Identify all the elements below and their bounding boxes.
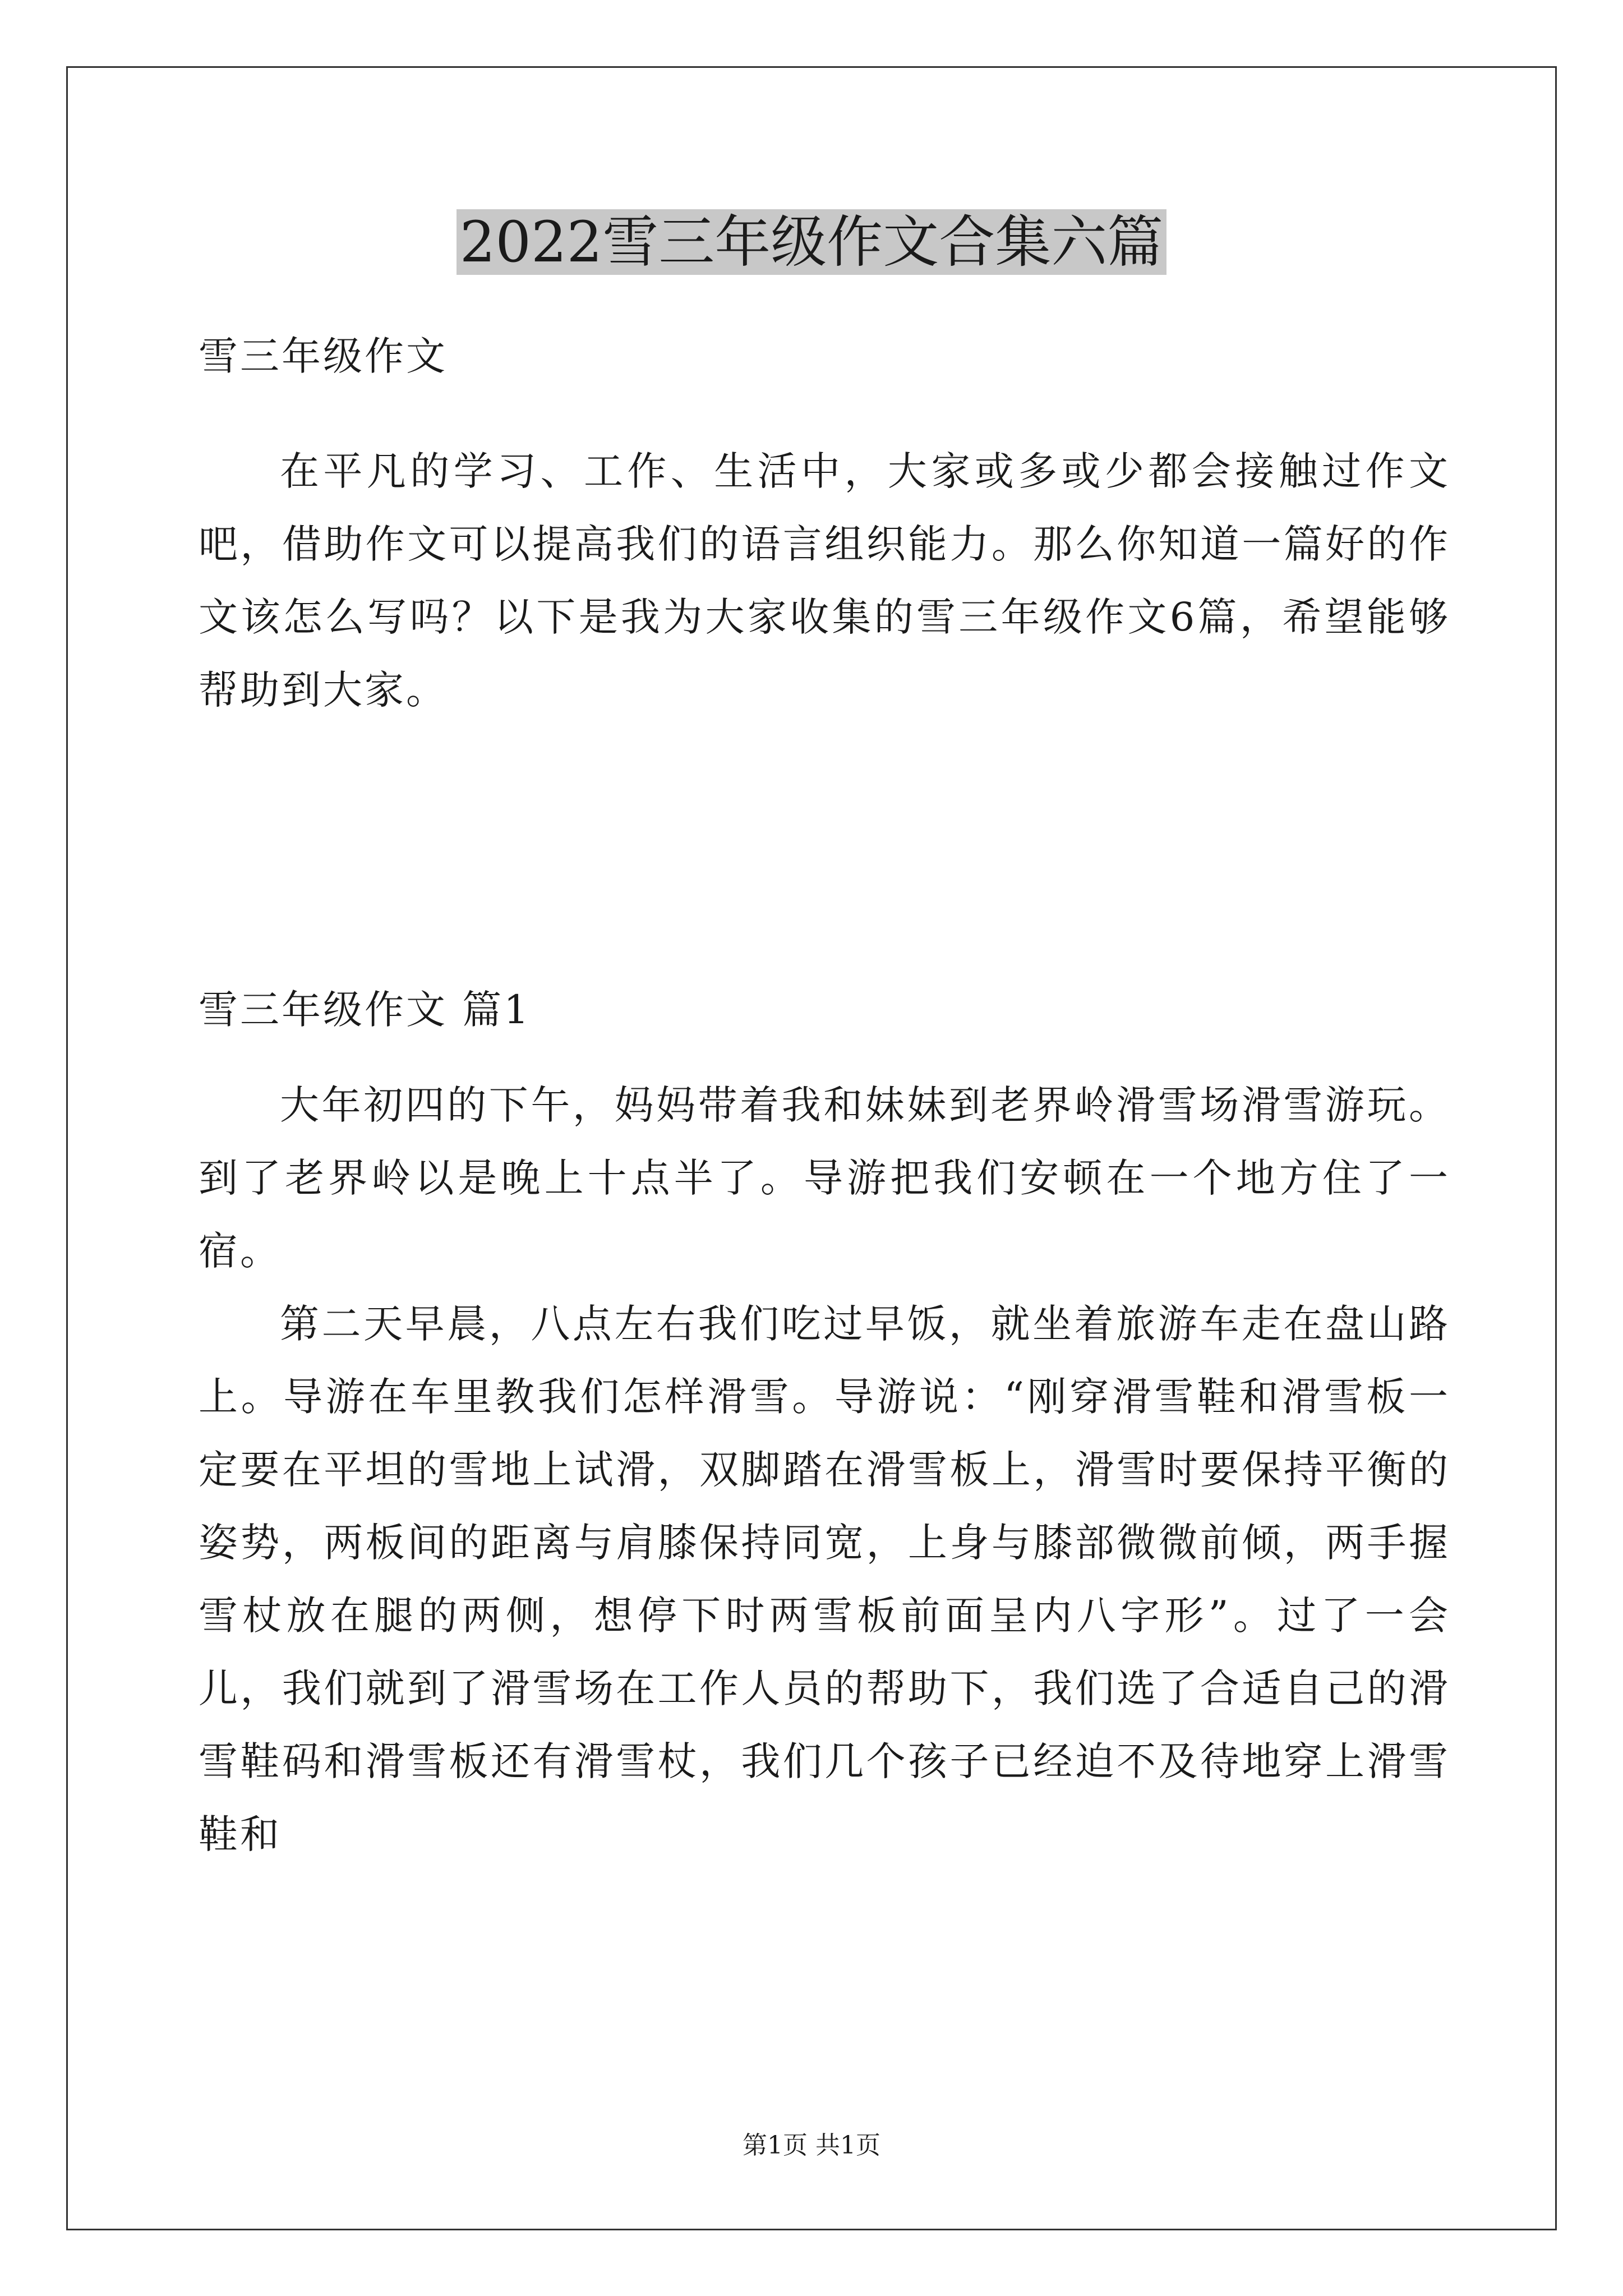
document-title-text: 2022雪三年级作文合集六篇	[457, 209, 1167, 275]
article-paragraph-1: 大年初四的下午，妈妈带着我和妹妹到老界岭滑雪场滑雪游玩。到了老界岭以是晚上十点半了。导游把我们安顿在一个地方住了一宿。	[199, 1082, 1450, 1274]
article-body	[199, 1069, 1450, 1871]
document-title	[0, 203, 1623, 282]
article-section	[199, 984, 1450, 1035]
page-footer: 第1页 共1页	[743, 2131, 880, 2160]
intro-body	[199, 435, 1450, 726]
intro-section	[199, 331, 1450, 381]
article-paragraph-2: 第二天早晨，八点左右我们吃过早饭，就坐着旅游车走在盘山路上。导游在车里教我们怎样滑雪。导游说：“刚穿滑雪鞋和滑雪板一定要在平坦的雪地上试滑，双脚踏在滑雪板上，滑雪时要保持平衡的姿势，两板间的距离与肩膝保持同宽，上身与膝部微微前倾，两手握雪杖放在腿的两侧，想停下时两雪板前面呈内八字形”。过了一会儿，我们就到了滑雪场在工作人员的帮助下，我们选了合适自己的滑雪鞋码和滑雪板还有滑雪杖，我们几个孩子已经迫不及待地穿上滑雪鞋和	[199, 1301, 1450, 1857]
section-heading: 雪三年级作文	[199, 333, 448, 379]
intro-paragraph: 在平凡的学习、工作、生活中，大家或多或少都会接触过作文吧，借助作文可以提高我们的语言组织能力。那么你知道一篇好的作文该怎么写吗？以下是我为大家收集的雪三年级作文6篇，希望能够帮助到大家。	[199, 448, 1450, 713]
article-heading: 雪三年级作文 篇1	[199, 987, 531, 1033]
